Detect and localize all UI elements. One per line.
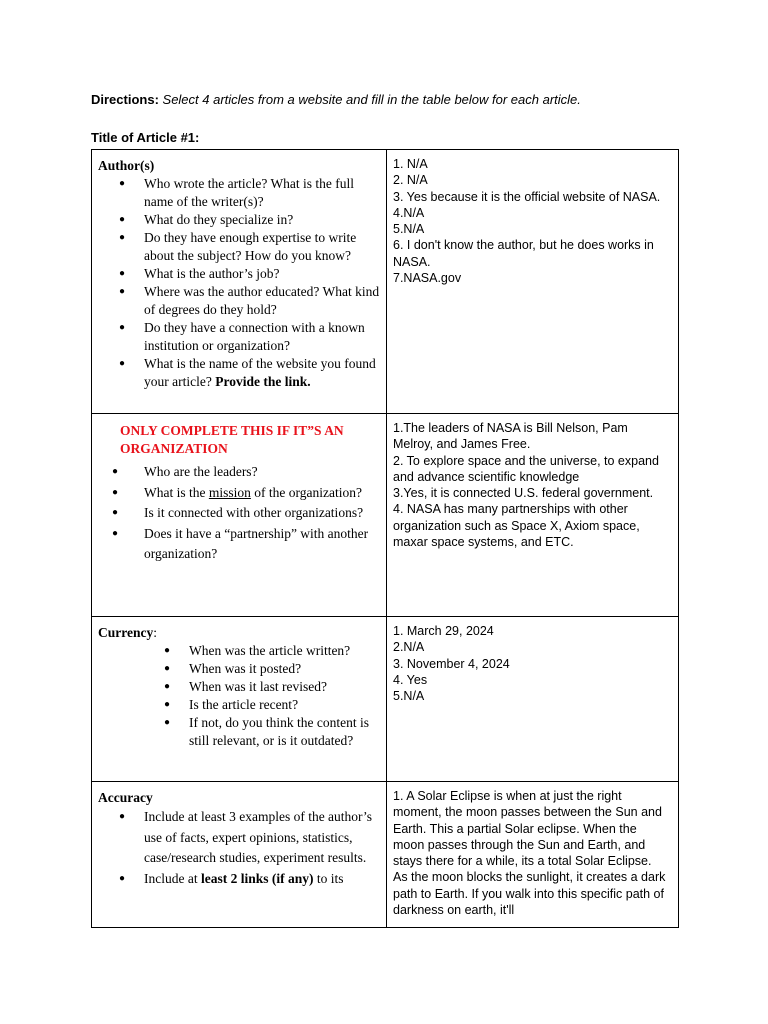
bullet-icon: ● (119, 872, 126, 884)
currency-answers-cell (387, 617, 679, 782)
accuracy-row (92, 782, 679, 928)
bullet-icon: ● (164, 645, 171, 656)
bullet-icon: ● (164, 699, 171, 710)
list-item: ● Where was the author educated? What kind of degrees do they hold? (119, 284, 380, 317)
directions-text: Select 4 articles from a website and fill in the table below for each article. (158, 92, 581, 107)
list-item: ● When was it last revised? (164, 679, 327, 694)
accuracy-questions-cell (92, 782, 387, 928)
bullet-icon: ● (119, 286, 126, 297)
authors-question-list (92, 175, 386, 391)
bullet-icon: ● (164, 681, 171, 692)
currency-heading: Currency (98, 625, 154, 640)
bullet-icon: ● (164, 663, 171, 674)
bullet-icon: ● (112, 466, 119, 477)
list-item: ● What is the mission of the organization? (92, 483, 386, 504)
answer-line: 4. NASA has many partnerships with other organization such as Space X, Axiom space, maxar space systems, and ETC. (393, 502, 640, 550)
organization-question-list (92, 462, 386, 565)
accuracy-answer: 1. A Solar Eclipse is when at just the right moment, the moon passes between the Sun and Earth. This a partial Solar eclipse. When the moon passes through the Sun and Earth, and stays there for a while, its a total Solar Eclipse. As the moon blocks the sunlight, it creates a dark path to Earth. If you walk into this specific path of darkness on earth, it'll (393, 789, 666, 918)
bullet-icon: ● (119, 268, 126, 279)
organization-answers-cell (387, 414, 679, 617)
list-item: ● Who wrote the article? What is the full name of the writer(s)? (119, 176, 355, 209)
currency-questions-cell: Currency: ● When was the article written? ● When was it posted? ● When was it last revised? ● Is the article recent? ● If not, do you think the content is still relevant, or is it outdated? (92, 617, 387, 782)
list-item: ● When was it posted? (164, 661, 302, 676)
accuracy-question-list (92, 807, 386, 889)
answer-line: 3. November 4, 2024 (393, 656, 510, 671)
list-item: ● If not, do you think the content is still relevant, or is it outdated? (164, 715, 369, 748)
answer-line: 1.The leaders of NASA is Bill Nelson, Pam Melroy, and James Free. (393, 421, 628, 452)
answer-line: 2. N/A (393, 173, 428, 188)
authors-row (92, 150, 679, 414)
answer-line: 5.N/A (393, 222, 425, 237)
list-item: ● Is the article recent? (164, 697, 299, 712)
accuracy-answers-cell (387, 782, 679, 928)
bullet-icon: ● (119, 811, 126, 822)
answer-line: 1. N/A (393, 157, 428, 171)
bullet-icon: ● (164, 717, 171, 728)
list-item: ● Who are the leaders? (92, 462, 386, 483)
answer-line: 7.NASA.gov (393, 271, 462, 286)
organization-heading: ONLY COMPLETE THIS IF IT”S AN ORGANIZATION (120, 423, 344, 456)
bullet-icon: ● (119, 232, 126, 243)
answer-line: 5.N/A (393, 689, 425, 704)
bullet-icon: ● (119, 214, 126, 225)
list-item: ● What do they specialize in? (119, 212, 294, 227)
directions (91, 92, 581, 107)
bullet-icon: ● (119, 358, 126, 369)
bullet-icon: ● (112, 527, 119, 539)
bullet-icon: ● (112, 486, 119, 498)
organization-questions-cell (92, 414, 387, 617)
currency-question-list (92, 642, 386, 750)
organization-row (92, 414, 679, 617)
authors-answers (393, 156, 668, 286)
bullet-icon: ● (119, 178, 126, 189)
currency-row (92, 617, 679, 782)
answer-line: 3. Yes because it is the official website of NASA. (393, 189, 661, 204)
bullet-icon: ● (112, 507, 119, 518)
list-item: ● What is the name of the website you found your article? Provide the link. (119, 356, 376, 389)
list-item: ● When was the article written? (164, 643, 351, 658)
answer-line: 4.N/A (393, 205, 425, 220)
answer-line: 2.N/A (393, 640, 425, 655)
currency-answers (393, 623, 668, 704)
answer-line: 6. I don't know the author, but he does works in NASA. (393, 238, 654, 269)
list-item: ● Include at least 2 links (if any) to its (92, 869, 386, 890)
authors-questions-cell (92, 150, 387, 414)
list-item: ● Include at least 3 examples of the author’s use of facts, expert opinions, statistics, case/research studies, experiment results. (119, 809, 373, 865)
answer-line: 4. Yes (393, 672, 428, 687)
list-item: ● Does it have a “partnership” with another organization? (112, 525, 369, 561)
answer-line: 2. To explore space and the universe, to expand and advance scientific knowledge (393, 453, 659, 484)
article-title: Title of Article #1: (91, 130, 200, 145)
answer-line: 1. March 29, 2024 (393, 624, 494, 638)
authors-answers-cell (387, 150, 679, 414)
evaluation-table (91, 149, 679, 928)
mission-word: mission (208, 484, 251, 500)
list-item: ● Is it connected with other organizations? (92, 503, 386, 524)
authors-heading: Author(s) (98, 158, 155, 173)
bullet-icon: ● (119, 322, 126, 333)
list-item: ● Do they have enough expertise to write about the subject? How do you know? (119, 230, 357, 263)
provide-link-prompt: Provide the link. (215, 374, 311, 389)
directions-label: Directions: (91, 92, 159, 107)
answer-line: 3.Yes, it is connected U.S. federal government. (393, 486, 654, 501)
list-item: ● What is the author’s job? (119, 266, 280, 281)
accuracy-heading: Accuracy (98, 790, 153, 805)
organization-answers (393, 420, 668, 550)
list-item: ● Do they have a connection with a known institution or organization? (119, 320, 365, 353)
